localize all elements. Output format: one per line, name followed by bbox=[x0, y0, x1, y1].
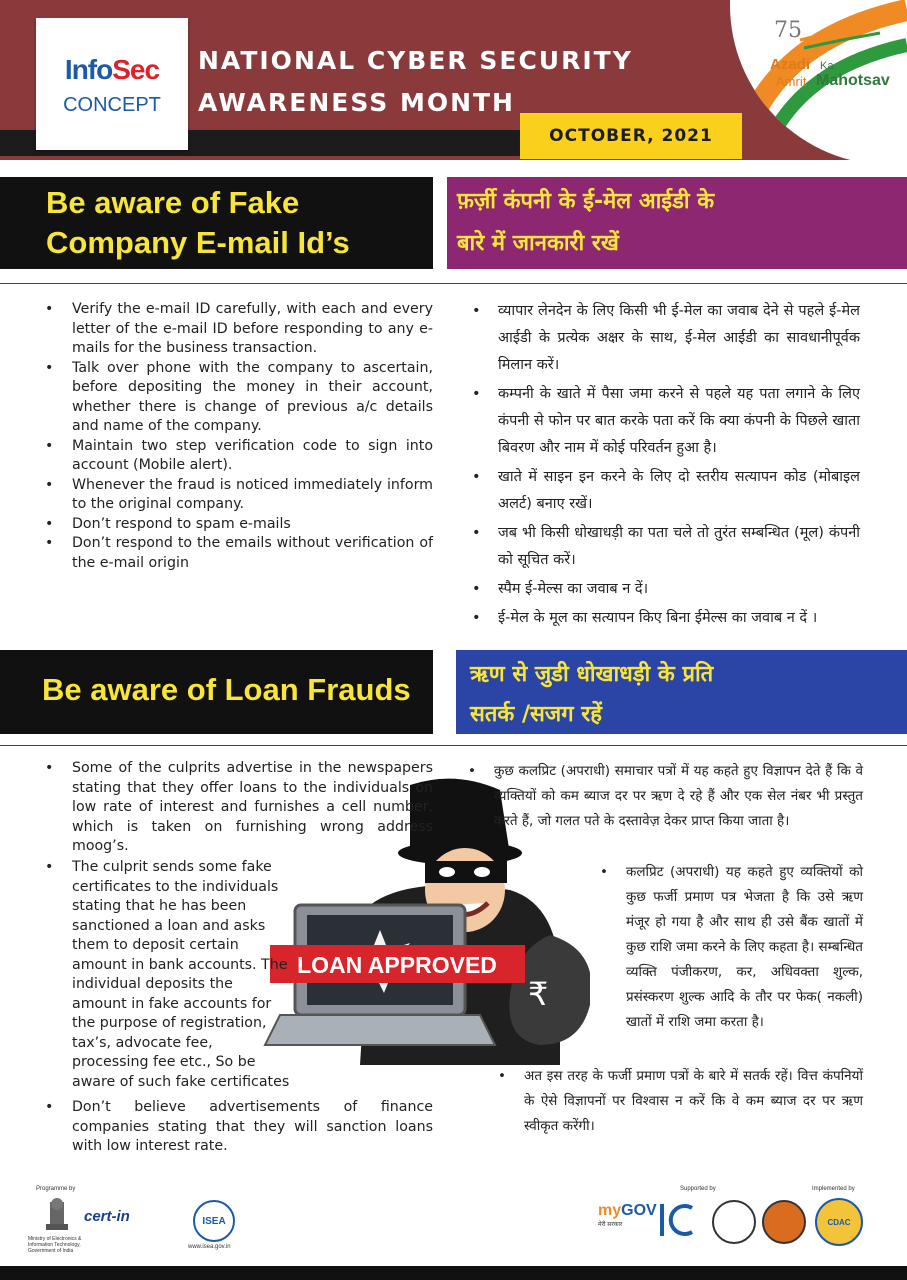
loan-approved-badge: LOAN APPROVED bbox=[297, 952, 497, 978]
azadi-logo-area bbox=[730, 0, 907, 165]
list-item: • अत इस तरह के फर्जी प्रमाण पत्रों के बारे में सतर्क रहें। वित्त कंपनियों के ऐसे विज्ञापनों पर विश्वास न करें कि वे कम ब्याज दर पर ऋण स्वीकृत करेंगी। bbox=[498, 1064, 863, 1139]
azadi-75: 75 bbox=[774, 18, 802, 43]
list-item: • ई-मेल के मूल का सत्यापन किए बिना ईमेल्स का जवाब न दें । bbox=[472, 605, 860, 632]
cdac-logo: CDAC bbox=[815, 1198, 863, 1246]
ic-logo-icon bbox=[656, 1200, 702, 1240]
azadi-word1: Azadi bbox=[770, 56, 811, 73]
list-item: • Verify the e-mail ID carefully, with each and every letter of the e-mail ID before responding to any e-mails for the business transaction. bbox=[45, 300, 433, 359]
footer-logos bbox=[0, 1182, 907, 1266]
section1-hi-list bbox=[472, 298, 860, 634]
list-item: • कम्पनी के खाते में पैसा जमा करने से पहले यह पता लगाने के लिए कंपनी से फोन पर बात करके पता करें कि क्या कंपनी के पिछले खाता बिवरण और नाम में कोई परिवर्तन हुआ है। bbox=[472, 381, 860, 462]
certin-logo: cert-in bbox=[84, 1208, 184, 1228]
isea-url: www.isea.gov.in bbox=[188, 1244, 231, 1250]
section2-title-en: Be aware of Loan Frauds bbox=[0, 650, 433, 734]
list-item: • Whenever the fraud is noticed immediately inform to the original company. bbox=[45, 476, 433, 515]
police-logo-icon bbox=[712, 1200, 756, 1244]
rupee-icon: ₹ bbox=[528, 975, 549, 1013]
state-police-logo-icon bbox=[762, 1200, 806, 1244]
section2-hi-item3 bbox=[498, 1064, 863, 1141]
infosec-logo bbox=[36, 18, 188, 150]
date-badge: OCTOBER, 2021 bbox=[520, 113, 742, 159]
section2-en-item3 bbox=[45, 1098, 433, 1157]
azadi-word3: Amrit bbox=[776, 74, 807, 89]
list-item: • Maintain two step verification code to sign into account (Mobile alert). bbox=[45, 437, 433, 476]
list-item: • The culprit sends some fake certificates to the individuals stating that he has been sanctioned a loan and asks them to deposit certain amount in bank accounts. The individual deposits the amount in fake accounts for the purpose of registration, tax’s, advocate fee, processing fee etc., So be aware of such fake certificates bbox=[45, 858, 290, 1092]
supported-by-label: Supported by bbox=[680, 1186, 716, 1192]
list-item: • कुछ कलप्रिट (अपराधी) समाचार पत्रों में यह कहते हुए विज्ञापन देते हैं कि वे व्यक्तियों को कम ब्याज दर पर ऋण दे रहे हैं और एक सेल नंबर भी प्रस्तुत करते हैं, जो गलत पते के दस्तावेज़ देकर प्राप्त किया जाता है। bbox=[468, 759, 863, 834]
footer-bar bbox=[0, 1266, 907, 1280]
list-item: • Talk over phone with the company to ascertain, before depositing the money in their account, whether there is change of previous a/c details and name of the company. bbox=[45, 359, 433, 437]
list-item: • Don’t believe advertisements of finance companies stating that they will sanction loans with low interest rate. bbox=[45, 1098, 433, 1157]
section1-title-hi: फ़र्ज़ी कंपनी के ई-मेल आईडी के बारे में जानकारी रखें bbox=[447, 177, 907, 269]
list-item: • Don’t respond to the emails without verification of the e-mail origin bbox=[45, 534, 433, 573]
isea-logo: ISEA bbox=[193, 1200, 235, 1242]
emblem-icon bbox=[36, 1198, 78, 1238]
logo-brand: InfoSec bbox=[64, 54, 160, 85]
list-item: • स्पैम ई-मेल्स का जवाब न दें। bbox=[472, 576, 860, 603]
section1-title-en: Be aware of Fake Company E-mail Id’s bbox=[0, 177, 433, 269]
section2-hi-item1 bbox=[468, 759, 863, 836]
section1-divider bbox=[0, 283, 907, 284]
ministry-label: Ministry of Electronics & Information Technology, Government of India bbox=[28, 1236, 82, 1254]
mygov-logo: myGOV मेरी सरकार bbox=[598, 1202, 657, 1228]
list-item: • जब भी किसी धोखाधड़ी का पता चले तो तुरंत सम्बन्धित (मूल) कंपनी को सूचित करें। bbox=[472, 520, 860, 574]
section2-title-hi: ऋण से जुडी धोखाधड़ी के प्रति सतर्क /सजग रहें bbox=[456, 650, 907, 734]
page-title-line1: NATIONAL CYBER SECURITY bbox=[198, 46, 633, 75]
azadi-word4: Mahotsav bbox=[816, 72, 890, 89]
section1-en-list bbox=[45, 300, 433, 573]
implemented-by-label: Implemented by bbox=[812, 1186, 855, 1192]
programme-by-label: Programme by bbox=[36, 1186, 76, 1192]
section2-hi-item2 bbox=[600, 860, 863, 1037]
section2-divider bbox=[0, 745, 907, 746]
list-item: • खाते में साइन इन करने के लिए दो स्तरीय सत्यापन कोड (मोबाइल अलर्ट) बनाए रखें। bbox=[472, 464, 860, 518]
page-title-line2: AWARENESS MONTH bbox=[198, 88, 515, 117]
list-item: • Don’t respond to spam e-mails bbox=[45, 515, 433, 535]
logo-subtitle: CONCEPT bbox=[63, 94, 161, 116]
list-item: • कलप्रिट (अपराधी) यह कहते हुए व्यक्तियों को कुछ फर्जी प्रमाण पत्र भेजता है कि उसे ऋण मंजूर हो गया है और साथ ही उसे बैंक खातों में कुछ राशि जमा करने के लिए कहता है। सम्बन्धित व्यक्ति पंजीकरण, कर, अधिवक्ता शुल्क, प्रसंस्करण शुल्क आदि के तौर पर फेक( नकली) खातों में राशि जमा करता है। bbox=[600, 860, 863, 1035]
section2-en-item1 bbox=[45, 759, 433, 857]
azadi-word2: Ka bbox=[820, 60, 834, 72]
section2-en-item2 bbox=[45, 858, 290, 1092]
list-item: • Some of the culprits advertise in the newspapers stating that they offer loans to the individuals on low rate of interest and furnishes a cell number, which is taken on furnishing wrong address moog’s. bbox=[45, 759, 433, 857]
list-item: • व्यापार लेनदेन के लिए किसी भी ई-मेल का जवाब देने से पहले ई-मेल आईडी के प्रत्येक अक्षर के साथ, ई-मेल आईडी का सावधानीपूर्वक मिलान करें। bbox=[472, 298, 860, 379]
